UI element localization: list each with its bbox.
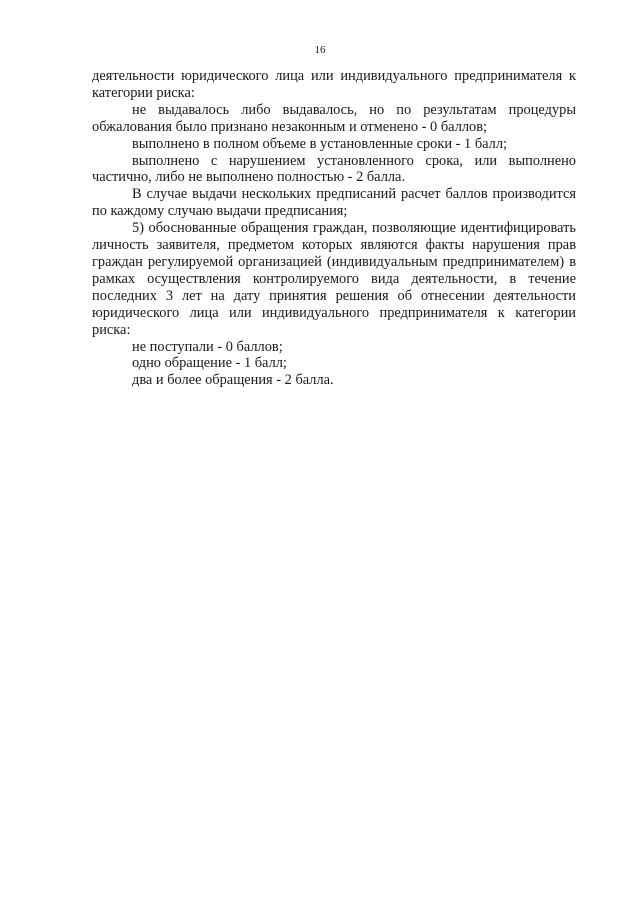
paragraph: выполнено в полном объеме в установленные сроки - 1 балл; — [132, 135, 508, 152]
paragraph: два и более обращения - 2 балла. — [132, 372, 334, 389]
paragraph: деятельности юридического лица или индивидуального предпринимателя к категории риска: — [92, 68, 576, 101]
paragraph: не выдавалось либо выдавалось, но по результатам процедуры обжалования было признано незаконным и отменено - 0 баллов; — [92, 101, 576, 135]
paragraph: одно обращение - 1 балл; — [132, 355, 287, 372]
page-number: 16 — [314, 44, 326, 56]
body-text — [92, 68, 576, 389]
paragraph: 5) обоснованные обращения граждан, позволяющие идентифицировать личность заявителя, предметом которых являются факты нарушения прав граждан регулируемой организацией (индивидуальным предпринимателем) в рамках осуществления контролируемого вида деятельности, в течение последних 3 лет на дату принятия решения об отнесении деятельности юридического лица или индивидуального предпринимателя к категории риска: — [92, 220, 576, 338]
paragraph: выполнено с нарушением установленного срока, или выполнено частично, либо не выполнено полностью - 2 балла. — [92, 152, 576, 186]
paragraph: не поступали - 0 баллов; — [132, 338, 283, 355]
paragraph: В случае выдачи нескольких предписаний расчет баллов производится по каждому случаю выдачи предписания; — [92, 186, 576, 220]
